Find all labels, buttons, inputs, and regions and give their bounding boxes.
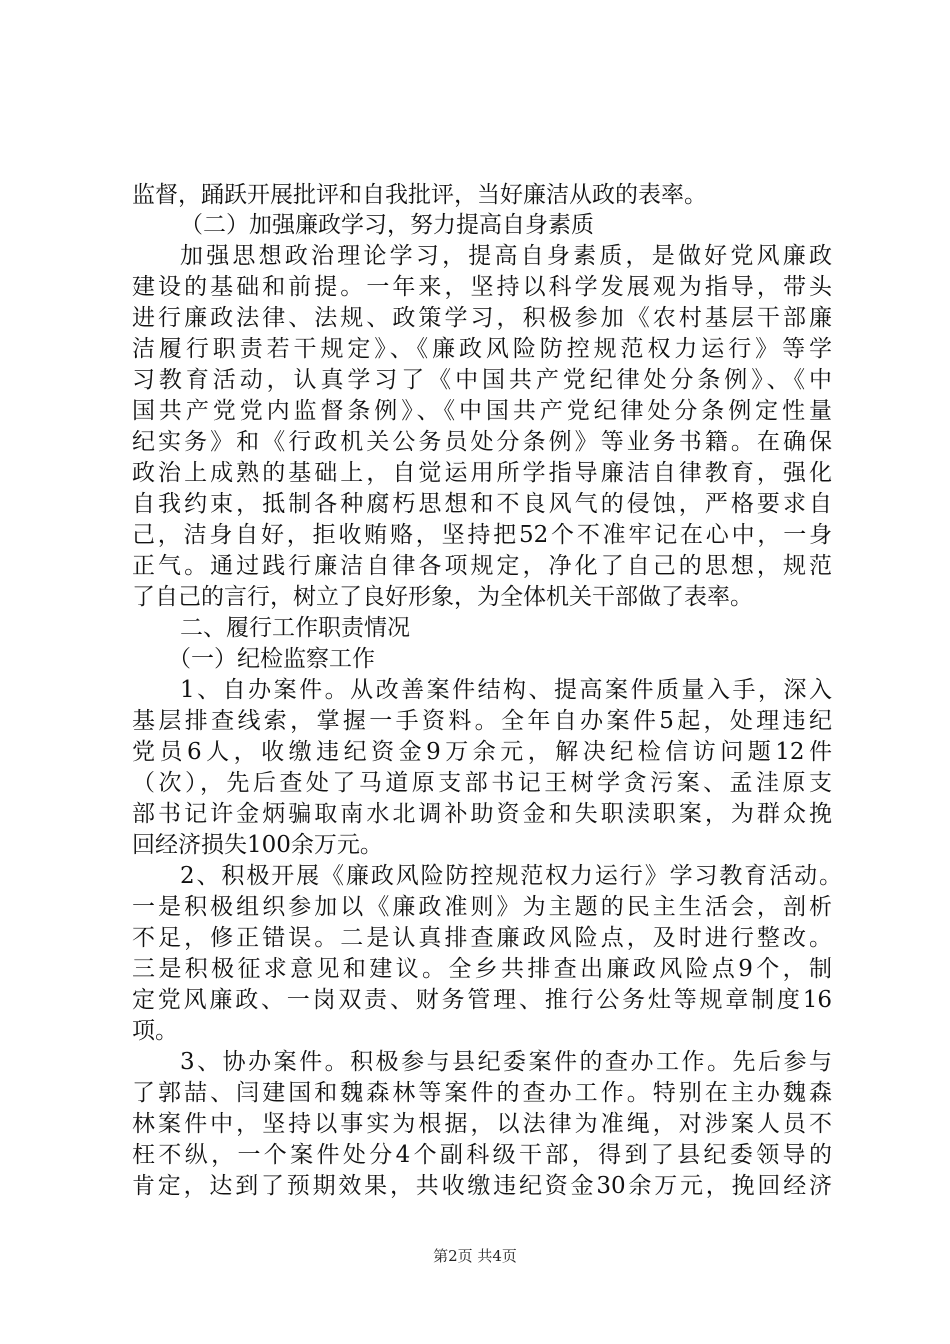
text-line: （次），先后查处了马道原支部书记王树学贪污案、孟洼原支 [132, 770, 832, 796]
text-line: 一是积极组织参加以《廉政准则》为主题的民主生活会，剖析 [132, 894, 832, 920]
text-line: 加强思想政治理论学习，提高自身素质，是做好党风廉政 [180, 243, 832, 269]
text-line: 国共产党党内监督条例》、《中国共产党纪律处分条例定性量 [132, 398, 832, 424]
text-line: 进行廉政法律、法规、政策学习，积极参加《农村基层干部廉 [132, 305, 832, 331]
text-line: 3、协办案件。积极参与县纪委案件的查办工作。先后参与 [180, 1049, 832, 1075]
text-line: 己，洁身自好，拒收贿赂，坚持把52个不准牢记在心中，一身 [132, 522, 832, 548]
text-line: 洁履行职责若干规定》、《廉政风险防控规范权力运行》等学 [132, 336, 832, 362]
text-line: 林案件中，坚持以事实为根据，以法律为准绳，对涉案人员不 [132, 1111, 832, 1137]
text-line: 纪实务》和《行政机关公务员处分条例》等业务书籍。在确保 [132, 429, 832, 455]
text-line: 肯定，达到了预期效果，共收缴违纪资金30余万元，挽回经济 [132, 1173, 832, 1199]
subsection-heading: （一）纪检监察工作 [168, 646, 375, 672]
text-line: 项。 [132, 1018, 178, 1044]
section-heading: 二、履行工作职责情况 [180, 615, 410, 641]
text-line: 1、自办案件。从改善案件结构、提高案件质量入手，深入 [180, 677, 832, 703]
text-line: 部书记许金炳骗取南水北调补助资金和失职渎职案，为群众挽 [132, 801, 832, 827]
text-line: 了自己的言行，树立了良好形象，为全体机关干部做了表率。 [132, 584, 753, 610]
section-heading: （二）加强廉政学习，努力提高自身素质 [180, 212, 594, 238]
text-line: 回经济损失100余万元。 [132, 832, 383, 858]
text-line: 政治上成熟的基础上，自觉运用所学指导廉洁自律教育，强化 [132, 460, 832, 486]
text-line: 党员6人，收缴违纪资金9万余元，解决纪检信访问题12件 [132, 739, 832, 765]
text-line: 枉不纵，一个案件处分4个副科级干部，得到了县纪委领导的 [132, 1142, 832, 1168]
text-line: 不足，修正错误。二是认真排查廉政风险点，及时进行整改。 [132, 925, 832, 951]
text-line: 2、积极开展《廉政风险防控规范权力运行》学习教育活动。 [180, 863, 842, 889]
text-line: 习教育活动，认真学习了《中国共产党纪律处分条例》、《中 [132, 367, 832, 393]
text-line: 监督，踊跃开展批评和自我批评，当好廉洁从政的表率。 [132, 182, 707, 208]
text-line: 正气。通过践行廉洁自律各项规定，净化了自己的思想，规范 [132, 553, 832, 579]
text-line: 了郭喆、闫建国和魏森林等案件的查办工作。特别在主办魏森 [132, 1080, 832, 1106]
page-number-footer: 第2页 共4页 [433, 1247, 517, 1265]
text-line: 基层排查线索，掌握一手资料。全年自办案件5起，处理违纪 [132, 708, 832, 734]
text-line: 三是积极征求意见和建议。全乡共排查出廉政风险点9个，制 [132, 956, 832, 982]
text-line: 建设的基础和前提。一年来，坚持以科学发展观为指导，带头 [132, 274, 832, 300]
text-line: 自我约束，抵制各种腐朽思想和不良风气的侵蚀，严格要求自 [132, 491, 832, 517]
text-line: 定党风廉政、一岗双责、财务管理、推行公务灶等规章制度16 [132, 987, 832, 1013]
